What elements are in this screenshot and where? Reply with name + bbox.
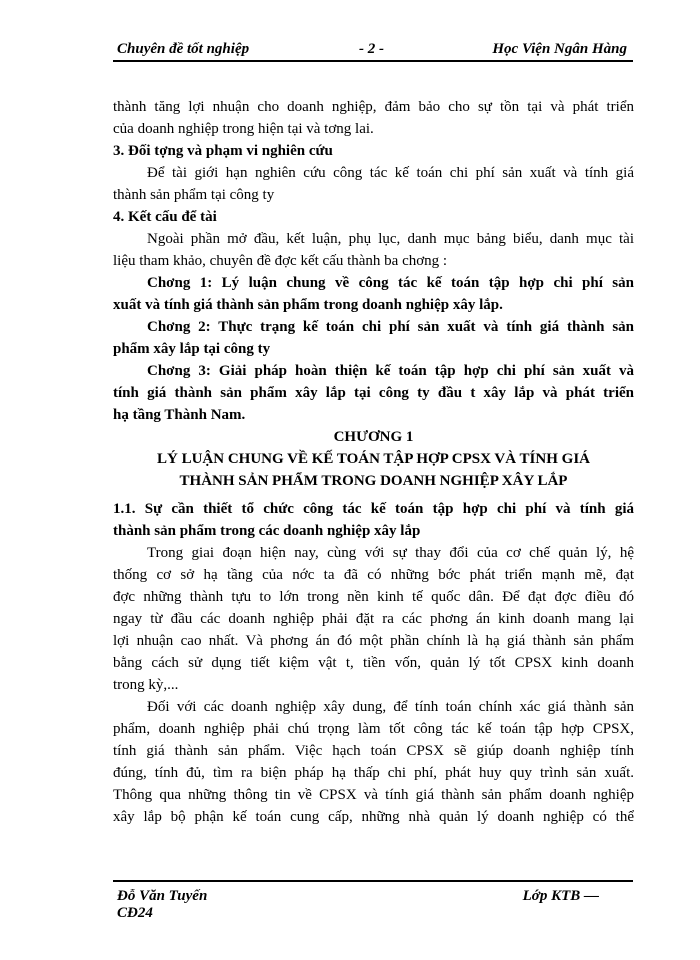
section-heading-3: 3. Đối tợng và phạm vi nghiên cứu (113, 143, 333, 159)
section-heading-1-1: 1.1. Sự cần thiết tổ chức công tác kế toán tập hợp chi phí và tính giá (113, 501, 634, 517)
chapter-outline-2-cont: phẩm xây lắp tại công ty (113, 341, 271, 357)
header-institution: Học Viện Ngân Hàng (492, 41, 627, 57)
header-document-type: Chuyên đề tốt nghiệp (117, 41, 250, 57)
section-heading-1-1-cont: thành sản phẩm trong các doanh nghiệp xây lắp (113, 523, 421, 539)
footer-class: Lớp KTB — (522, 888, 599, 904)
chapter-subtitle: LÝ LUẬN CHUNG VỀ KẾ TOÁN TẬP HỢP CPSX VÀ TÍNH GIÁ (156, 451, 590, 467)
body-line: thành tăng lợi nhuận cho doanh nghiệp, đảm bảo cho sự tồn tại và phát triển (113, 99, 634, 115)
chapter-outline-1: Chơng 1: Lý luận chung về công tác kế toán tập hợp chi phí sản (147, 275, 634, 291)
section-heading-4: 4. Kết cấu để tài (113, 209, 217, 225)
chapter-subtitle: THÀNH SẢN PHẨM TRONG DOANH NGHIỆP XÂY LẮP (179, 473, 568, 489)
body-line: Để tài giới hạn nghiên cứu công tác kế toán chi phí sản xuất và tính giá (147, 165, 634, 181)
body-line: trong kỳ,... (113, 677, 179, 693)
body-line: xây lắp bộ phận kế toán cung cấp, những nhà quản lý doanh nghiệp có thể (113, 809, 634, 825)
chapter-outline-3: Chơng 3: Giải pháp hoàn thiện kế toán tập hợp chi phí sản xuất và (147, 363, 634, 379)
body-line: ngay từ đầu các doanh nghiệp phải đặt ra các phơng án kinh doanh mang lại (113, 611, 634, 627)
chapter-outline-3-cont: tính giá thành sản phẩm xây lắp tại công ty đầu t xây lắp và phát triển (113, 385, 634, 401)
chapter-outline-2: Chơng 2: Thực trạng kế toán chi phí sản xuất và tính giá thành sản (147, 319, 634, 335)
body-line: lợi nhuận cao nhất. Và phơng án đó một phần chính là hạ giá thành sản phẩm (113, 633, 634, 649)
footer-class-code: CĐ24 (117, 905, 153, 921)
body-line: tính giá thành sản phẩm. Việc hạch toán CPSX sẽ giúp doanh nghiệp tính (113, 743, 634, 759)
body-line: đợc những thành tựu to lớn trong nền kinh tế quốc dân. Để đạt đợc điều đó (113, 589, 634, 605)
body-line: liệu tham khảo, chuyên đề đợc kết cấu thành ba chơng : (113, 253, 448, 269)
body-line: Đối với các doanh nghiệp xây dung, để tính toán chính xác giá thành sản (147, 699, 634, 715)
page-header (113, 38, 633, 62)
body-line: Ngoài phần mở đầu, kết luận, phụ lục, danh mục bảng biểu, danh mục tài (147, 231, 634, 247)
chapter-title: CHƯƠNG 1 (333, 429, 414, 445)
chapter-outline-1-cont: xuất và tính giá thành sản phẩm trong doanh nghiệp xây lắp. (113, 297, 503, 313)
body-line: phẩm, doanh nghiệp phải chú trọng làm tốt công tác kế toán tập hợp CPSX, (113, 721, 634, 737)
body-line: Trong giai đoạn hiện nay, cùng với sự thay đổi của cơ chế quản lý, hệ (147, 545, 634, 561)
header-page-number: - 2 - (359, 41, 384, 57)
footer-author: Đỗ Văn Tuyến (117, 888, 208, 904)
chapter-outline-3-cont: hạ tầng Thành Nam. (113, 407, 246, 423)
body-line: đúng, tính đủ, tìm ra biện pháp hạ thấp chi phí, phát huy quy trình sản xuất. (113, 765, 634, 781)
body-line: của doanh nghiệp trong hiện tại và tơng lai. (113, 121, 374, 137)
page-footer (113, 880, 633, 924)
body-line: bằng cách sử dụng tiết kiệm vật t, tiền vốn, quản lý tốt CPSX kinh doanh (113, 655, 634, 671)
page-body (113, 96, 634, 828)
body-line: Thông qua những thông tin về CPSX và tính giá thành sản phẩm doanh nghiệp (113, 787, 634, 803)
body-line: thống cơ sở hạ tầng của nớc ta đã có những bớc phát triển mạnh mẽ, đạt (113, 567, 634, 583)
body-line: thành sản phẩm tại công ty (113, 187, 275, 203)
